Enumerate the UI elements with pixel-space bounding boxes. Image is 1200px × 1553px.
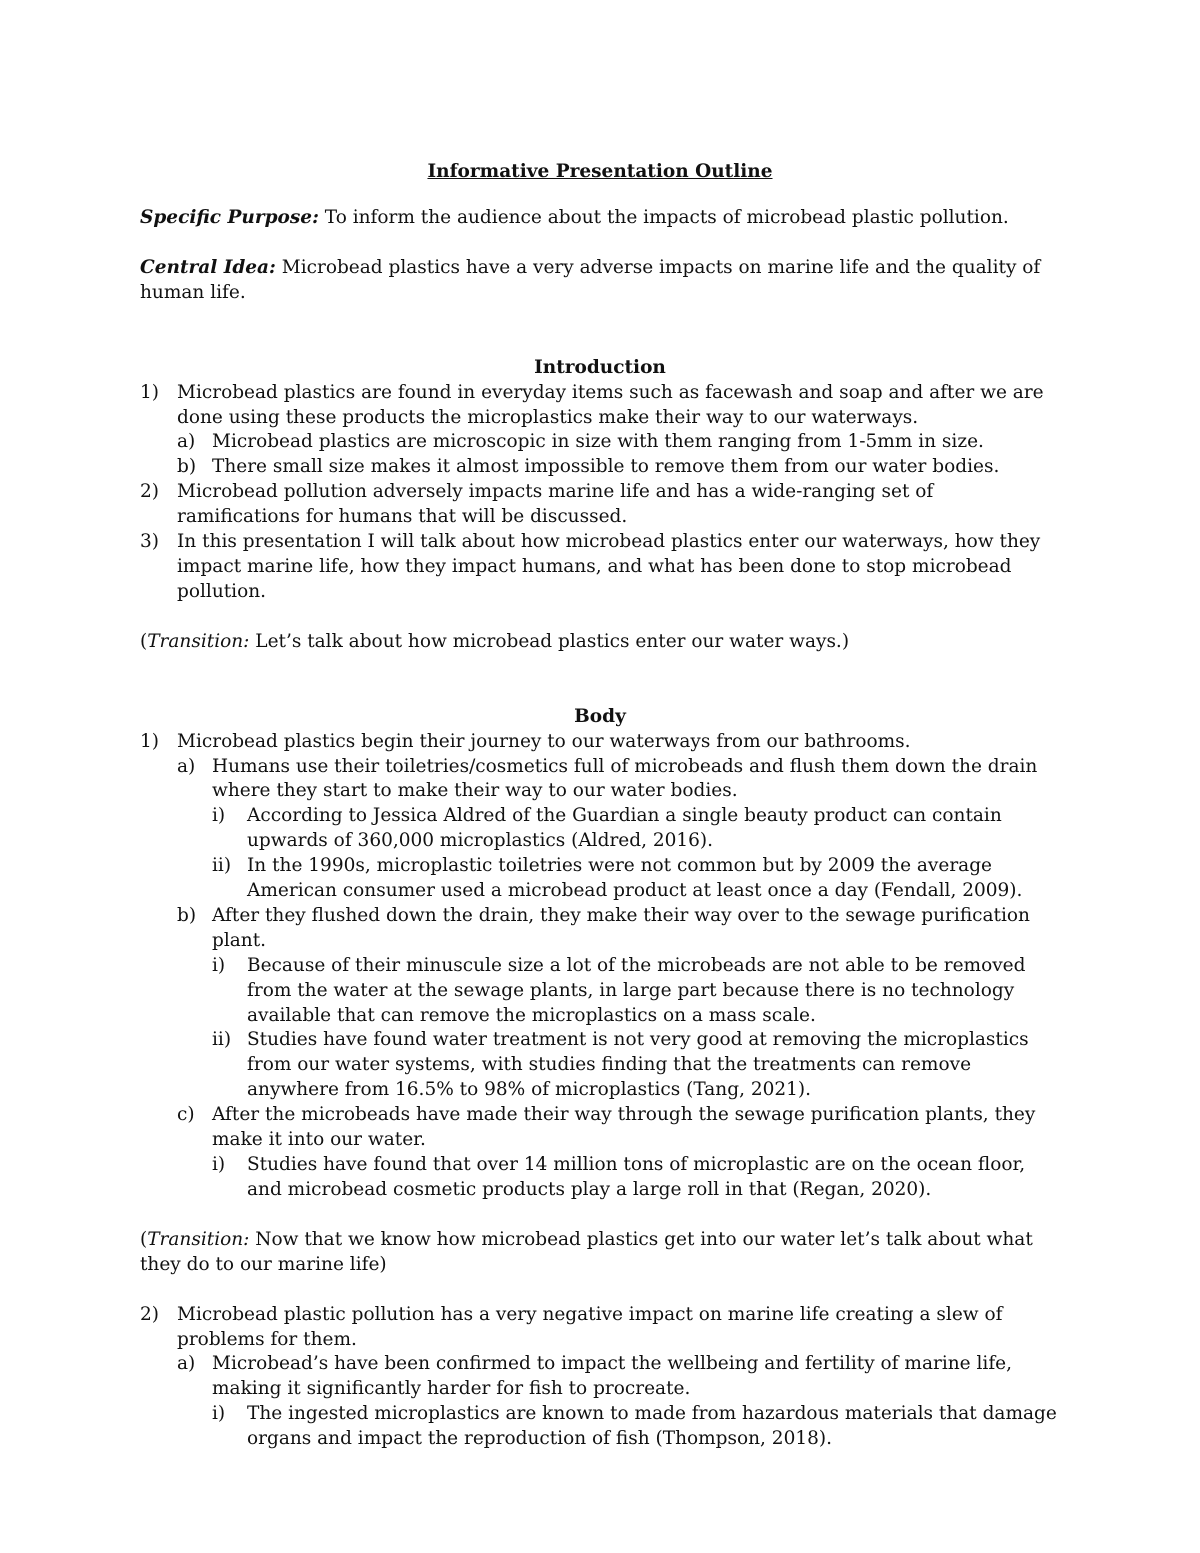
- list-item-text: Microbead plastics are found in everyday items such as facewash and soap and after we are done using these products the microplastics make their way to our waterways.: [177, 381, 1044, 428]
- specific-purpose: [140, 206, 1060, 231]
- list-marker: 2): [140, 481, 159, 503]
- transition-label: Transition:: [147, 1228, 250, 1250]
- list-item-text: After the microbeads have made their way through the sewage purification plants, they make it into our water.: [212, 1104, 1036, 1151]
- introduction-heading: Introduction: [534, 356, 666, 378]
- list-item-text: Microbead’s have been confirmed to impact the wellbeing and fertility of marine life, making it significantly harder for fish to procreate.: [212, 1353, 1012, 1400]
- list-marker: c): [177, 1104, 195, 1126]
- list-item-text: In this presentation I will talk about how microbead plastics enter our waterways, how they impact marine life, how they impact humans, and what has been done to stop microbead pollution.: [177, 531, 1041, 602]
- list-item: [177, 1103, 1060, 1153]
- list-item-text: Microbead plastics are microscopic in size with them ranging from 1-5mm in size.: [212, 431, 984, 453]
- list-marker: a): [177, 431, 196, 453]
- list-item: [212, 854, 1060, 904]
- list-marker: ii): [212, 855, 232, 877]
- list-marker: 1): [140, 730, 159, 752]
- list-item: [140, 730, 1060, 755]
- list-marker: b): [177, 904, 197, 926]
- document-title: Informative Presentation Outline: [427, 161, 773, 182]
- list-item: [140, 381, 1060, 431]
- list-item-text: Because of their minuscule size a lot of the microbeads are not able to be removed from the water at the sewage plants, in large part because there is no technology available that can remove the microplastics on a mass scale.: [247, 954, 1026, 1026]
- list-item-text: Studies have found water treatment is not very good at removing the microplastics from our water systems, with studies finding that the treatments can remove anywhere from 16.5% to 98% of microplastics (Tang, 2021).: [247, 1029, 1029, 1101]
- list-item: [140, 530, 1060, 605]
- transition-open-paren: (: [140, 630, 148, 652]
- list-item-text: Microbead pollution adversely impacts marine life and has a wide-ranging set of ramifications for humans that will be discussed.: [177, 481, 934, 528]
- list-item: [140, 1303, 1060, 1353]
- list-marker: a): [177, 755, 196, 777]
- transition-open-paren: (: [140, 1228, 148, 1250]
- specific-purpose-text: To inform the audience about the impacts of microbead plastic pollution.: [318, 207, 1009, 228]
- list-marker: b): [177, 456, 197, 478]
- transition-2: [140, 1228, 1060, 1278]
- list-item-text: After they flushed down the drain, they make their way over to the sewage purification plant.: [212, 904, 1030, 951]
- list-item: [212, 1153, 1060, 1203]
- list-item: [177, 755, 1060, 805]
- central-idea: [140, 256, 1060, 306]
- transition-text: Now that we know how microbead plastics get into our water let’s talk about what they do to our marine life): [140, 1228, 1033, 1275]
- list-marker: ii): [212, 1029, 232, 1051]
- list-item-text: Humans use their toiletries/cosmetics full of microbeads and flush them down the drain where they start to make their way to our water bodies.: [212, 755, 1038, 802]
- specific-purpose-label: Specific Purpose:: [140, 207, 319, 228]
- list-marker: 1): [140, 381, 159, 403]
- list-item: [212, 1402, 1060, 1452]
- list-marker: i): [212, 1154, 226, 1175]
- central-idea-label: Central Idea:: [140, 256, 276, 278]
- list-marker: i): [212, 805, 226, 827]
- list-item: [177, 1352, 1060, 1402]
- transition-label: Transition:: [147, 630, 250, 652]
- list-item: [212, 1028, 1060, 1103]
- list-item-text: The ingested microplastics are known to made from hazardous materials that damage organs and impact the reproduction of fish (Thompson, 2018).: [247, 1403, 1057, 1450]
- document-content: [140, 157, 1060, 1452]
- list-marker: i): [212, 1403, 226, 1425]
- list-item-text: According to Jessica Aldred of the Guardian a single beauty product can contain upwards of 360,000 microplastics (Aldred, 2016).: [247, 805, 1002, 852]
- central-idea-text: Microbead plastics have a very adverse impacts on marine life and the quality of human life.: [140, 256, 1041, 303]
- body-heading: Body: [574, 705, 626, 727]
- list-item: [212, 954, 1060, 1029]
- list-item-text: Microbead plastic pollution has a very negative impact on marine life creating a slew of problems for them.: [177, 1303, 1003, 1350]
- list-item: [177, 904, 1060, 954]
- list-item-text: Studies have found that over 14 million tons of microplastic are on the ocean floor, and microbead cosmetic products play a large roll in that (Regan, 2020).: [247, 1154, 1026, 1200]
- transition-1: [140, 630, 1060, 655]
- list-item: [212, 804, 1060, 854]
- list-item-text: There small size makes it almost impossible to remove them from our water bodies.: [212, 456, 1000, 478]
- list-item-text: Microbead plastics begin their journey to our waterways from our bathrooms.: [177, 730, 911, 752]
- transition-text: Let’s talk about how microbead plastics enter our water ways.): [249, 630, 850, 652]
- list-item: [177, 455, 1060, 480]
- list-item-text: In the 1990s, microplastic toiletries were not common but by 2009 the average American consumer used a microbead product at least once a day (Fendall, 2009).: [247, 855, 1023, 902]
- list-marker: a): [177, 1353, 196, 1375]
- list-item: [177, 430, 1060, 455]
- list-item: [140, 480, 1060, 530]
- list-marker: i): [212, 954, 226, 976]
- list-marker: 2): [140, 1303, 159, 1325]
- list-marker: 3): [140, 531, 159, 553]
